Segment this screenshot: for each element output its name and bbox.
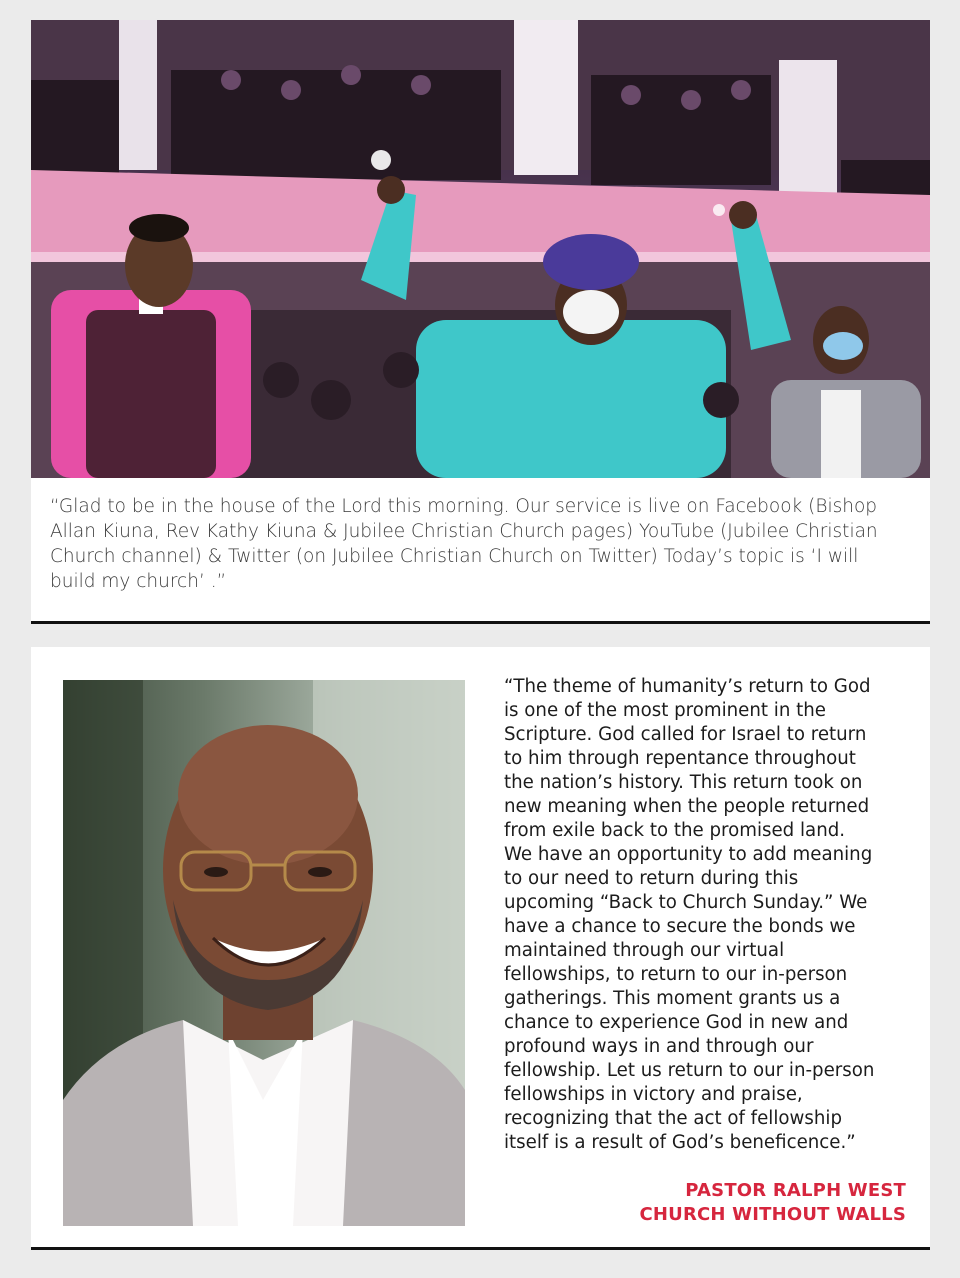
worship-scene-illustration <box>31 20 930 478</box>
photo-caption: “Glad to be in the house of the Lord this morning. Our service is live on Facebook (Bishop Allan Kiuna, Rev Kathy Kiuna & Jubilee Christian Church pages) YouTube (Jubilee Christian Church channel) & Twitter (on Jubilee Christian Church on Twitter) Today’s topic is ‘I will build my church’ .” <box>50 496 878 592</box>
portrait-illustration <box>63 680 465 1226</box>
pastor-quote-card <box>31 647 930 1250</box>
pastor-portrait-photo <box>63 680 465 1226</box>
quote-attribution <box>639 1179 906 1227</box>
pastor-quote: “The theme of humanity’s return to God is one of the most prominent in the Scripture. God called for Israel to return to him through repentance throughout the nation’s history. This return took on new meaning when the people returned from exile back to the promised land. We have an opportunity to add meaning to our need to return during this upcoming “Back to Church Sunday.” We have a chance to secure the bonds we maintained through our virtual fellowships, to return to our in-person gatherings. This moment grants us a chance to experience God in new and profound ways in and through our fellowship. Let us return to our in-person fellowships in victory and praise, recognizing that the act of fellowship itself is a result of God’s beneficence.” <box>504 676 875 1153</box>
worship-photo-card <box>31 20 930 624</box>
attribution-name: PASTOR RALPH WEST <box>685 1180 906 1201</box>
attribution-org: CHURCH WITHOUT WALLS <box>639 1204 906 1225</box>
worship-service-photo <box>31 20 930 478</box>
